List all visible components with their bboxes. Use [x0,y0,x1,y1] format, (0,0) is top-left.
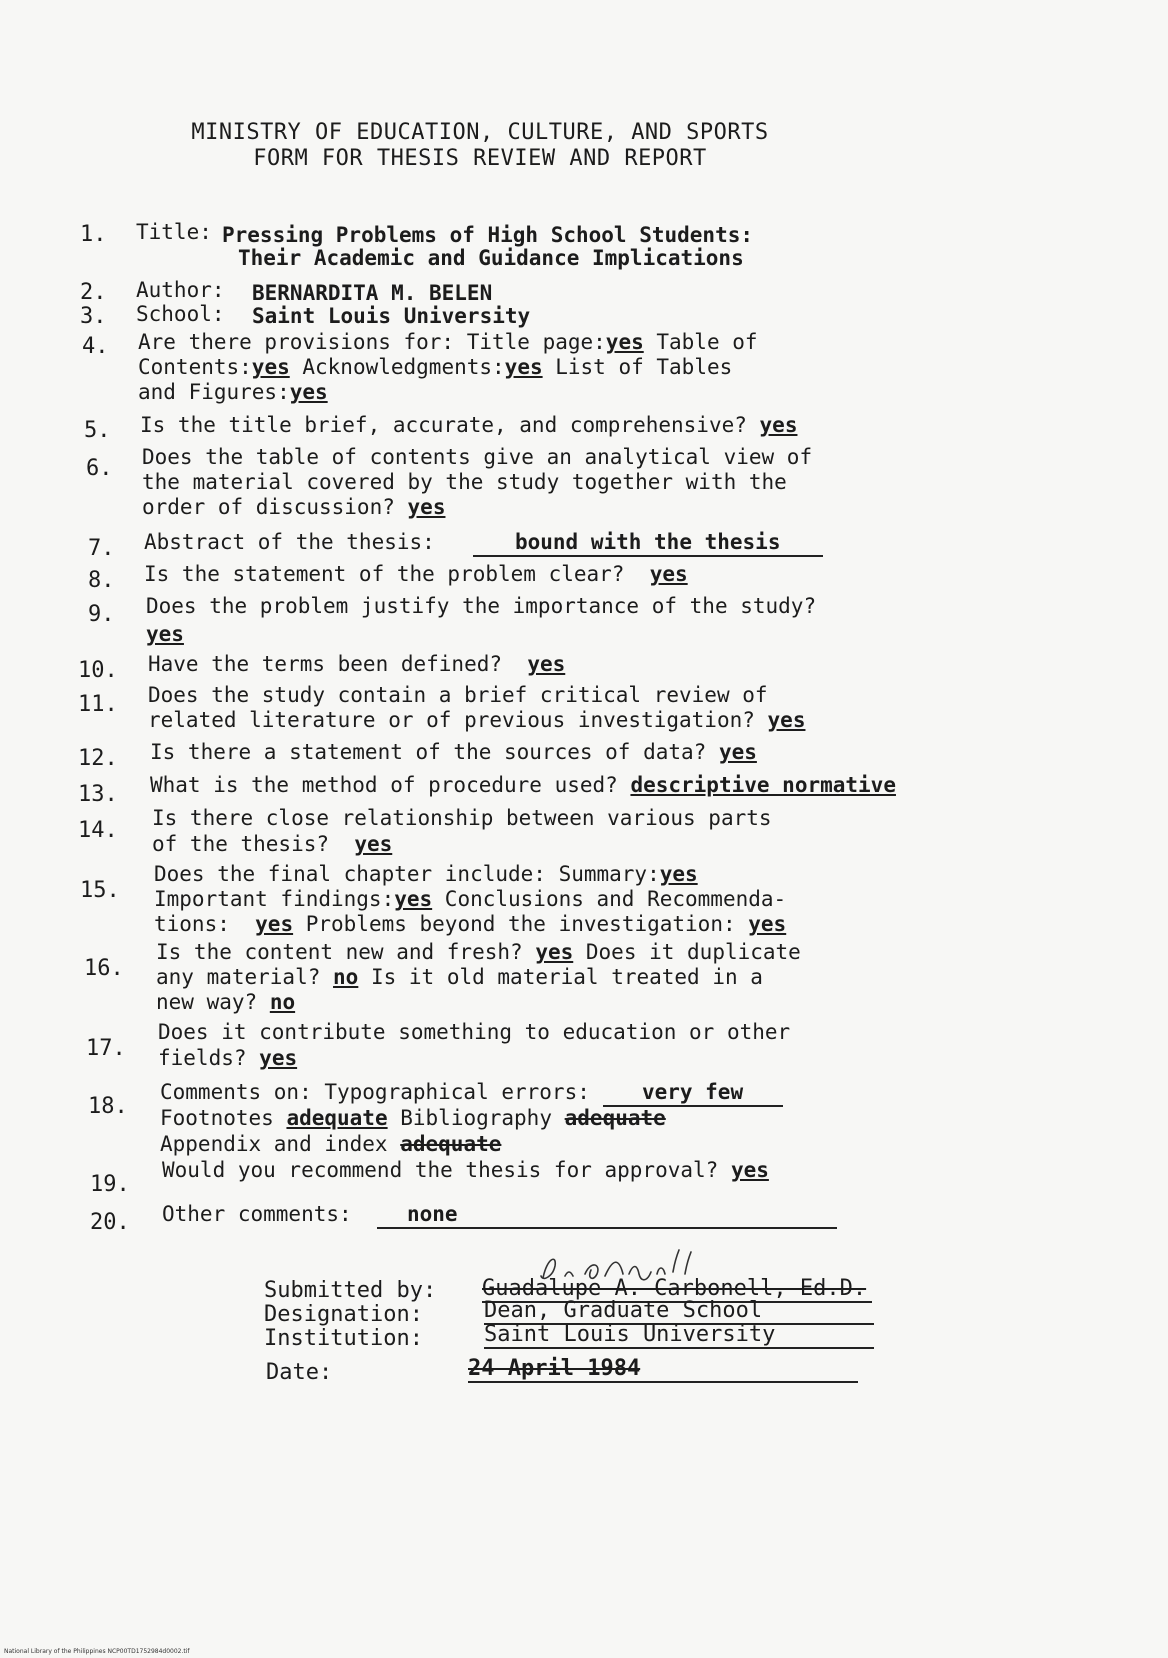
item-number: 6. [86,456,113,481]
answer-old-material: no [269,990,296,1014]
question-11-line2 [148,708,805,733]
question-text: any material? [156,965,321,989]
answer-findings: yes [394,887,433,911]
question-text: tions: [154,912,230,936]
question-text: Conclusions and Recommenda- [432,887,787,911]
designation-value: Dean, Graduate School [484,1298,874,1325]
item-number: 8. [88,568,115,593]
question-15-line3 [154,912,786,937]
answer-conclusions: yes [255,912,294,936]
item-number: 3. [80,304,107,329]
scan-footer: National Library of the Philippines NCP00TD1752984d0002.tif [4,1648,190,1655]
question-4-line1 [138,330,758,355]
answer-9: yes [146,622,184,646]
question-text: Bibliography [387,1106,552,1130]
answer-title-page: yes [605,330,644,354]
answer-summary: yes [659,862,698,886]
answer-8: yes [649,562,688,586]
question-18-line2 [160,1106,666,1131]
question-13 [150,773,896,798]
question-16-line1 [156,940,801,965]
school-value: Saint Louis University [252,304,531,328]
item-number: 5. [84,418,111,443]
item-number: 1. [80,222,107,247]
question-text: Footnotes [160,1106,274,1130]
answer-10: yes [527,652,566,676]
author-value: BERNARDITA M. BELEN [252,281,493,305]
question-7 [144,530,823,557]
question-6-line3 [142,495,445,520]
question-17-line2 [158,1046,297,1071]
answer-19: yes [730,1158,769,1182]
item-number: 10. [78,658,118,683]
question-text: Is there a statement of the sources of data? [150,740,707,764]
question-18-line1 [160,1080,783,1107]
item-number: 4. [82,334,109,359]
question-text: What is the method of procedure used? [150,773,618,797]
question-text: Important findings: [154,887,395,911]
question-19 [162,1158,769,1183]
question-text: and Figures: [138,380,290,404]
question-text: Acknowledgments: [289,355,505,379]
answer-11: yes [767,708,806,732]
question-8 [144,562,688,587]
item-number: 18. [88,1094,128,1119]
item-number: 11. [78,692,118,717]
answer-5: yes [759,413,798,437]
institution-label: Institution: [264,1326,423,1351]
answer-17: yes [259,1046,298,1070]
item-number: 9. [88,602,115,627]
question-text: Problems beyond the investigation: [293,912,736,936]
answer-duplicate: no [333,965,359,989]
question-text: fields? [158,1046,247,1070]
designation-label: Designation: [264,1302,423,1327]
question-text: order of discussion? [142,495,395,519]
question-16-line2 [156,965,763,990]
answer-12: yes [718,740,757,764]
question-20 [162,1202,837,1229]
question-text: Does the final chapter include: Summary: [154,862,660,886]
question-text: new way? [156,990,258,1014]
date-label: Date: [266,1360,333,1385]
thesis-title-line2: Their Academic and Guidance Implications [238,246,744,270]
answer-14: yes [354,832,393,856]
question-10 [148,652,565,677]
question-6-line1: Does the table of contents give an analytical view of [142,445,813,469]
form-title: FORM FOR THESIS REVIEW AND REPORT [253,146,707,171]
author-label: Author: [136,278,225,302]
submitted-by-label: Submitted by: [264,1278,437,1303]
question-text: Abstract of the thesis: [144,530,435,554]
answer-toc: yes [251,355,290,379]
question-text: Does it duplicate [573,940,801,964]
question-14-line1: Is there close relationship between various parts [152,806,772,830]
question-17-line1: Does it contribute something to education or other [158,1020,791,1044]
question-text: Other comments: [162,1202,352,1226]
question-text: Is it old material treated in a [358,965,763,989]
item-number: 12. [78,746,118,771]
item-number: 15. [80,878,120,903]
question-text: Is the content new and fresh? [156,940,523,964]
ministry-heading: MINISTRY OF EDUCATION, CULTURE, AND SPORTS [191,120,769,145]
question-18-line3 [160,1132,501,1157]
question-14-line2 [152,832,392,857]
date-value: 24 April 1984 [468,1356,858,1383]
question-4-line3 [138,380,328,405]
school-label: School: [136,302,225,326]
question-text: related literature or of previous investigation? [148,708,755,732]
item-number: 14. [78,818,118,843]
question-text: Contents: [138,355,252,379]
item-number: 20. [90,1210,130,1235]
question-text: of the thesis? [152,832,330,856]
answer-7: bound with the thesis [473,530,823,557]
title-label: Title: [136,220,212,244]
question-text: Appendix and index [160,1132,388,1156]
question-15-line1 [154,862,698,887]
question-text: Have the terms been defined? [148,652,503,676]
question-text: List of Tables [542,355,733,379]
question-4-line2 [138,355,732,380]
answer-acknowledgments: yes [504,355,543,379]
answer-6: yes [407,495,446,519]
question-text: Are there provisions for: Title page: [138,330,606,354]
answer-13: descriptive normative [630,773,896,797]
question-text: Comments on: Typographical errors: [160,1080,590,1104]
thesis-title-line1: Pressing Problems of High School Students: [222,223,754,247]
answer-list-tables: yes [289,380,328,404]
item-number: 7. [88,536,115,561]
question-12 [150,740,757,765]
answer-20: none [377,1202,837,1229]
answer-new-fresh: yes [535,940,574,964]
submitted-by-value: Guadalupe A. Carbonell, Ed.D. [482,1276,872,1303]
answer-bibliography: adequate [564,1106,666,1130]
question-text: Is the statement of the problem clear? [144,562,625,586]
question-9: Does the problem justify the importance of the study? [146,594,817,618]
question-text: Would you recommend the thesis for approval? [162,1158,719,1182]
answer-footnotes: adequate [286,1106,388,1130]
question-11-line1: Does the study contain a brief critical review of [148,683,768,707]
answer-appendix: adequate [400,1132,502,1156]
question-text: Table of [643,330,758,354]
item-number: 17. [86,1036,126,1061]
question-5 [140,413,797,438]
question-text: Is the title brief, accurate, and comprehensive? [140,413,747,437]
answer-problems-beyond: yes [748,912,787,936]
question-15-line2 [154,887,786,912]
question-16-line3 [156,990,295,1015]
answer-typo-errors: very few [603,1080,783,1107]
item-number: 19. [90,1172,130,1197]
item-number: 2. [80,280,107,305]
item-number: 16. [84,956,124,981]
question-6-line2: the material covered by the study together with the [142,470,787,494]
item-number: 13. [78,782,118,807]
institution-value: Saint Louis University [484,1322,874,1349]
